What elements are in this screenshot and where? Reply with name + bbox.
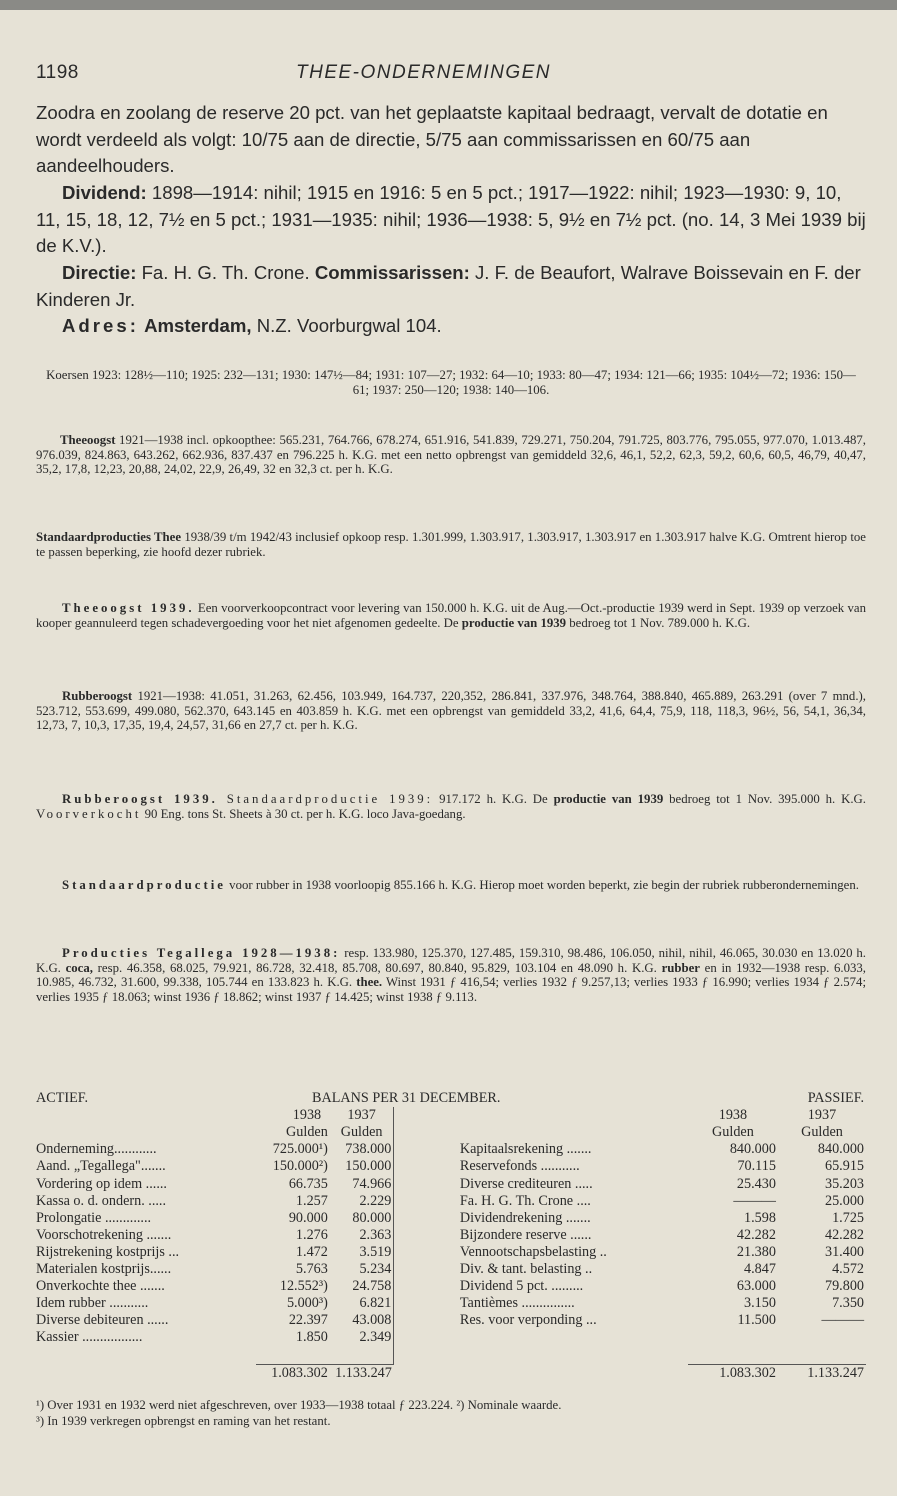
rubberoogst-1939-text3: 90 Eng. tons St. Sheets à 30 ct. per h. K.G. loco Java-goedang.: [141, 806, 466, 821]
passief-1938: 1.598: [744, 1209, 776, 1226]
directie-paragraph: [36, 260, 866, 313]
actief-1937: 3.519: [359, 1243, 392, 1260]
dividend-label: Dividend:: [62, 182, 147, 203]
balance-row: [34, 1278, 866, 1295]
passief-1937: 31.400: [824, 1243, 864, 1260]
actief-1937: 2.349: [359, 1329, 392, 1346]
balance-row: [34, 1158, 866, 1175]
running-title: THEE-ONDERNEMINGEN: [296, 62, 552, 83]
actief-item: Rijstrekening kostprijs ...: [36, 1243, 180, 1260]
passief-1938: 25.430: [736, 1175, 776, 1192]
balance-row: [34, 1210, 866, 1227]
passief-item: Res. voor verponding ...: [459, 1312, 597, 1329]
unit-left-1: Gulden: [286, 1124, 328, 1141]
standaardproducties-text: 1938/39 t/m 1942/43 inclusief opkoop resp. 1.301.999, 1.303.917, 1.303.917, 1.303.917 en 1.303.917 halve K.G. Omtrent hierop toe te passen beperking, zie hoofd dezer rubriek.: [36, 530, 866, 559]
footnote-1-text: ¹) Over 1931 en 1932 werd niet afgeschreven, over 1933—1938 totaal ƒ 223.224. ²) Nominale waarde.: [36, 1398, 562, 1412]
actief-1938: 90.000: [288, 1209, 328, 1226]
balance-row: [34, 1175, 866, 1192]
footnote-3: [36, 1414, 866, 1429]
passief-1938: 11.500: [737, 1312, 776, 1329]
tegallega-text1: resp. 133.980, 125.370, 127.485, 159.310, 98.486, 106.050, nihil, nihil, 46.065, 30.030 en 13.020 h. K.G.: [36, 946, 866, 975]
actief-1938: 22.397: [288, 1312, 328, 1329]
balance-row: [34, 1193, 866, 1210]
passief-1937: 4.572: [832, 1260, 864, 1277]
footnote-3-text: ³) In 1939 verkregen opbrengst en raming van het restant.: [36, 1414, 331, 1428]
passief-1937: 42.282: [824, 1226, 864, 1243]
scan-top-edge: [0, 0, 897, 10]
actief-1938: 150.000²): [272, 1158, 328, 1175]
adres-text: N.Z. Voorburgwal 104.: [251, 315, 442, 336]
balance-row: [34, 1261, 866, 1278]
total-actief-1937: 1.133.247: [330, 1364, 394, 1382]
actief-1938: 66.735: [288, 1175, 328, 1192]
year-1937-right: 1937: [807, 1107, 837, 1124]
unit-left-2: Gulden: [340, 1124, 383, 1141]
passief-1937: 7.350: [832, 1295, 864, 1312]
actief-1937: 6.821: [359, 1295, 392, 1312]
tegallega-coca: coca,: [65, 960, 93, 975]
actief-item: Onverkochte thee .......: [36, 1278, 165, 1295]
theeoogst-1939-label: Theeoogst 1939.: [62, 601, 195, 615]
balance-row: [34, 1329, 866, 1346]
passief-item: Vennootschapsbelasting ..: [459, 1243, 607, 1260]
theeoogst-1939-bold: productie van 1939: [461, 615, 567, 630]
actief-1937: 5.234: [359, 1260, 392, 1277]
passief-1938: 3.150: [744, 1295, 776, 1312]
passief-item: Dividendrekening .......: [459, 1209, 591, 1226]
passief-1937: [778, 1329, 866, 1346]
theeoogst-label: Theeoogst: [60, 433, 116, 447]
passief-1937: 25.000: [824, 1192, 864, 1209]
passief-1938: 840.000: [729, 1141, 776, 1158]
passief-1938: 4.847: [744, 1260, 776, 1277]
passief-item: Diverse crediteuren .....: [459, 1175, 593, 1192]
tegallega-thee: thee.: [356, 975, 383, 990]
standaardproducties-label: Standaardproducties Thee: [36, 530, 182, 544]
rubberoogst-note: [36, 689, 866, 733]
passief-1938: ———: [733, 1192, 776, 1209]
year-1938-right: 1938: [718, 1107, 748, 1124]
rubberoogst-1939-bold: productie van 1939: [553, 792, 664, 806]
balance-row: [34, 1312, 866, 1329]
actief-1937: 74.966: [352, 1175, 392, 1192]
actief-item: Vordering op idem ......: [36, 1175, 167, 1192]
unit-right-2: Gulden: [801, 1124, 843, 1141]
rubberoogst-1939-standaard: Standaardproductie 1939:: [217, 792, 434, 806]
rubberoogst-1939-label: Rubberoogst 1939.: [62, 792, 218, 806]
theeoogst-note: [36, 433, 866, 477]
passief-item: Kapitaalsrekening .......: [459, 1141, 592, 1158]
page-header: [36, 62, 862, 88]
commissarissen-label: Commissarissen:: [314, 262, 470, 283]
passief-item: [458, 1329, 688, 1346]
standaardproductie-note: [36, 878, 866, 893]
actief-1938: 1.472: [295, 1243, 328, 1260]
actief-item: Aand. „Tegallega".......: [36, 1158, 166, 1175]
passief-item: Div. & tant. belasting ..: [459, 1260, 593, 1277]
dotatie-text: Zoodra en zoolang de reserve 20 pct. van het geplaatste kapitaal bedraagt, vervalt de dotatie en wordt verdeeld als volgt: 10/75 aan de directie, 5/75 aan commissarissen en 60/75 aan aandeelhouders.: [36, 102, 828, 176]
passief-1937: 1.725: [832, 1209, 864, 1226]
standaardproductie-text: voor rubber in 1938 voorloopig 855.166 h. K.G. Hierop moet worden beperkt, zie begin der rubriek rubberondernemingen.: [225, 878, 859, 892]
actief-label: ACTIEF.: [36, 1090, 89, 1107]
tegallega-text4: Winst 1931 ƒ 416,54; verlies 1932 ƒ 9.257,13; verlies 1933 ƒ 16.990; verlies 1934 ƒ 2.574; verlies 1935 ƒ 18.063; winst 1936 ƒ 18.862; winst 1937 ƒ 14.425; winst 1938 ƒ 9.113.: [36, 975, 867, 1004]
balance-unit-row: [34, 1124, 866, 1141]
balance-total-row: [34, 1364, 866, 1382]
standaardproductie-label: Standaardproductie: [62, 878, 226, 892]
passief-label: PASSIEF.: [807, 1090, 864, 1107]
actief-1937: 80.000: [352, 1209, 392, 1226]
passief-1938: 70.115: [737, 1158, 776, 1175]
tegallega-text3: en in 1932—1938 resp. 6.033, 10.985, 46.732, 31.600, 99.338, 105.744 en 133.823 h. K.G.: [36, 960, 867, 990]
rubberoogst-text: 1921—1938: 41.051, 31.263, 62.456, 103.949, 164.737, 220,352, 286.841, 337.976, 348.764, 388.840, 465.889, 263.291 (over 7 mnd.), 523.712, 553.699, 499.080, 562.370, 643.145 en 403.859 h. K.G. met een opbrengst van gemiddeld 33,2, 41,6, 64,4, 75,9, 118, 118,3, 96½, 56, 54,1, 36,34, 12,73, 7, 10,3, 17,35, 19,4, 24,57, 31,66 en 27,7 ct. per h. K.G.: [36, 689, 866, 733]
passief-1937: 79.800: [824, 1278, 864, 1295]
passief-1938: 63.000: [736, 1278, 776, 1295]
actief-1938: 12.552³): [279, 1278, 328, 1295]
tegallega-text2: resp. 46.358, 68.025, 79.921, 86.728, 32.418, 85.708, 80.697, 80.840, 95.829, 103.104 en 48.090 h. K.G.: [92, 960, 662, 975]
page-number: 1198: [36, 62, 79, 83]
passief-1937: ———: [821, 1312, 864, 1329]
actief-item: Diverse debiteuren ......: [36, 1312, 169, 1329]
theeoogst-1939-text2: bedroeg tot 1 Nov. 789.000 h. K.G.: [566, 615, 751, 630]
actief-item: Kassier .................: [36, 1329, 143, 1346]
directie-text: Fa. H. G. Th. Crone.: [136, 262, 315, 283]
balance-title-row: [34, 1090, 866, 1107]
passief-item: Bijzondere reserve ......: [459, 1226, 592, 1243]
year-1938-left: 1938: [292, 1107, 322, 1124]
passief-1937: 65.915: [824, 1158, 864, 1175]
passief-item: Reservefonds ...........: [459, 1158, 580, 1175]
balance-row: [34, 1141, 866, 1158]
passief-item: Fa. H. G. Th. Crone ....: [459, 1192, 591, 1209]
tegallega-label: Producties Tegallega 1928—1938:: [62, 946, 341, 960]
actief-item: Materialen kostprijs......: [36, 1260, 172, 1277]
dotatie-paragraph: [36, 100, 866, 180]
theeoogst-1939-note: [36, 601, 866, 630]
theeoogst-1939-text1: Een voorverkoopcontract voor levering van 150.000 h. K.G. uit de Aug.—Oct.-productie 1939 werd in Sept. 1939 op verzoek van kooper geannuleerd tegen schadevergoeding voor het niet afgenomen gedeelte. De: [36, 601, 866, 630]
adres-label: Adres:: [62, 315, 139, 336]
tegallega-note: [36, 946, 866, 1004]
tegallega-rubber: rubber: [661, 960, 700, 975]
total-passief-1938: 1.083.302: [688, 1364, 778, 1382]
actief-item: Kassa o. d. ondern. .....: [36, 1192, 167, 1209]
actief-1938: 1.276: [295, 1226, 328, 1243]
footnote-1: [36, 1398, 866, 1413]
actief-1938: 725.000¹): [272, 1141, 328, 1158]
balance-year-row: [34, 1107, 866, 1124]
actief-item: Onderneming............: [36, 1141, 157, 1158]
actief-1938: 5.000³): [286, 1295, 328, 1312]
actief-1937: 2.229: [359, 1192, 392, 1209]
passief-1937: 35.203: [824, 1175, 864, 1192]
koersen-note: [36, 368, 866, 397]
actief-1937: 24.758: [352, 1278, 392, 1295]
commissarissen-text: J. F. de Beaufort, Walrave Boissevain en F. der Kinderen Jr.: [36, 262, 861, 310]
total-actief-1938: 1.083.302: [256, 1364, 330, 1382]
passief-1937: 840.000: [817, 1141, 864, 1158]
koersen-text: Koersen 1923: 128½—110; 1925: 232—131; 1930: 147½—84; 1931: 107—27; 1932: 64—10; 1933: 80—47; 1934: 121—66; 1935: 104½—72; 1936: 150—61; 1937: 250—120; 1938: 140—106.: [46, 368, 856, 397]
actief-item: Prolongatie .............: [36, 1209, 152, 1226]
adres-city: Amsterdam,: [144, 315, 252, 336]
actief-1938: 1.850: [295, 1329, 328, 1346]
adres-paragraph: [36, 313, 866, 340]
actief-item: Voorschotrekening .......: [36, 1226, 172, 1243]
balance-sheet: [34, 1090, 866, 1382]
passief-item: Tantièmes ...............: [459, 1295, 575, 1312]
year-1937-left: 1937: [347, 1107, 376, 1124]
theeoogst-text: 1921—1938 incl. opkoopthee: 565.231, 764.766, 678.274, 651.916, 541.839, 729.271, 750.204, 791.725, 803.776, 795.055, 977.070, 1.013.487, 976.039, 824.863, 643.262, 662.936, 837.437 en 796.225 h. K.G. met een netto opbrengst van gemiddeld 32,6, 46,1, 52,2, 62,3, 59,2, 60,6, 60,5, 46,79, 40,47, 35,2, 17,8, 12,23, 20,88, 24,02, 22,9, 26,49, 32 en 32,3 ct. per h. K.G.: [36, 433, 866, 477]
passief-item: Dividend 5 pct. .........: [459, 1278, 584, 1295]
actief-1938: 5.763: [295, 1260, 328, 1277]
balance-row: [34, 1227, 866, 1244]
actief-1937: 43.008: [352, 1312, 392, 1329]
dividend-paragraph: [36, 180, 866, 260]
rubberoogst-label: Rubberoogst: [62, 689, 133, 703]
rubberoogst-1939-note: [36, 792, 866, 821]
passief-1938: [688, 1329, 778, 1346]
unit-right-1: Gulden: [712, 1124, 754, 1141]
rubberoogst-1939-text1: 917.172 h. K.G. De: [433, 792, 554, 806]
actief-item: Idem rubber ...........: [36, 1295, 149, 1312]
passief-1938: 21.380: [736, 1243, 776, 1260]
balance-title: BALANS PER 31 DECEMBER.: [312, 1090, 501, 1107]
actief-1937: 150.000: [345, 1158, 392, 1175]
rubberoogst-1939-voorverkocht: Voorverkocht: [36, 806, 142, 821]
passief-1938: 42.282: [736, 1226, 776, 1243]
directie-label: Directie:: [62, 262, 137, 283]
balance-row: [34, 1295, 866, 1312]
rubberoogst-1939-text2: bedroeg tot 1 Nov. 395.000 h. K.G.: [663, 792, 866, 806]
standaardproducties-note: [36, 530, 866, 559]
actief-1937: 738.000: [345, 1141, 392, 1158]
actief-1938: 1.257: [295, 1192, 328, 1209]
balance-row: [34, 1244, 866, 1261]
dividend-text: 1898—1914: nihil; 1915 en 1916: 5 en 5 pct.; 1917—1922: nihil; 1923—1930: 9, 10, 11, 15, 18, 12, 7½ en 5 pct.; 1931—1935: nihil; 1936—1938: 5, 9½ en 7½ pct. (no. 14, 3 Mei 1939 bij de K.V.).: [36, 182, 866, 256]
actief-1937: 2.363: [359, 1226, 392, 1243]
total-passief-1937: 1.133.247: [778, 1364, 866, 1382]
